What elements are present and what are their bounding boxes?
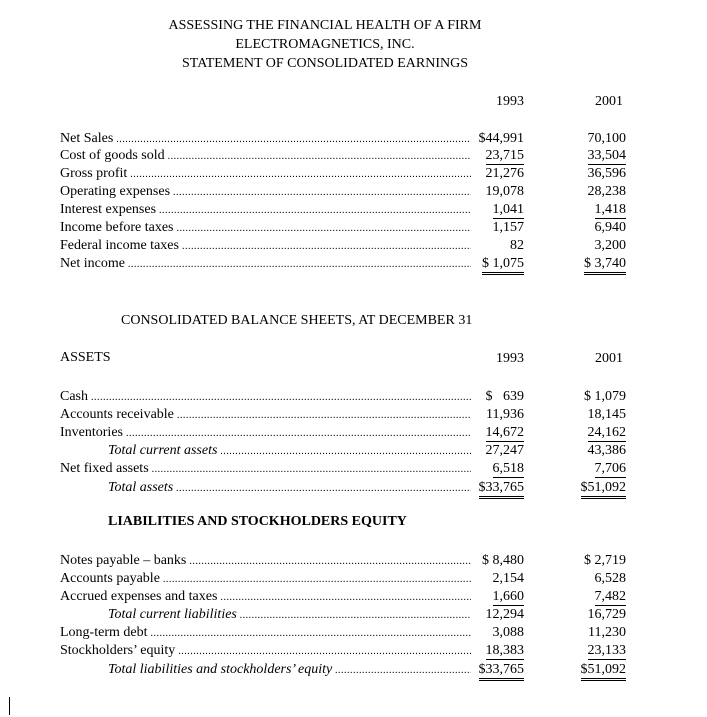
earnings-row-gross-profit	[60, 165, 630, 182]
asset-row-total-assets	[60, 479, 630, 496]
value-1993: 11,936	[486, 407, 524, 422]
value-2001: $ 3,740	[584, 255, 626, 275]
row-label: Cash .....	[60, 388, 471, 406]
value-2001: 3,200	[594, 238, 626, 253]
value-2001: 23,133	[587, 643, 626, 658]
row-label: Net income .....	[60, 255, 471, 273]
row-label: Gross profit .....	[60, 165, 471, 183]
value-2001: $51,092	[581, 661, 627, 681]
row-label: Operating expenses .....	[60, 183, 471, 201]
value-2001: $51,092	[581, 479, 627, 499]
asset-row-net-fixed-assets	[60, 460, 630, 477]
row-label: Cost of goods sold .....	[60, 147, 471, 165]
value-2001: $ 2,719	[584, 553, 626, 568]
asset-row-cash	[60, 388, 630, 405]
row-label: Accounts receivable .....	[60, 406, 471, 424]
value-1993: 1,157	[492, 220, 524, 235]
row-label: Stockholders’ equity .....	[60, 642, 471, 660]
value-2001: 16,729	[587, 607, 626, 622]
row-label: Net Sales .....	[60, 130, 471, 148]
row-label: Federal income taxes .....	[60, 237, 471, 255]
liability-row-notes-payable	[60, 552, 630, 569]
liabilities-heading: LIABILITIES AND STOCKHOLDERS EQUITY	[108, 514, 407, 529]
value-1993: $44,991	[478, 131, 524, 146]
value-1993: 23,715	[485, 148, 524, 163]
earnings-col-1993: 1993	[496, 94, 524, 109]
value-2001: 11,230	[588, 625, 626, 640]
value-2001: 6,940	[594, 220, 626, 235]
balance-col-2001: 2001	[595, 351, 623, 366]
value-1993: 3,088	[492, 625, 524, 640]
assets-heading: ASSETS	[60, 350, 111, 365]
value-1993: 1,660	[492, 589, 524, 604]
text-cursor	[9, 697, 10, 715]
value-1993: 21,276	[485, 166, 524, 181]
row-label: Total assets .....	[108, 479, 471, 497]
row-label: Income before taxes .....	[60, 219, 471, 237]
asset-row-accounts-receivable	[60, 406, 630, 423]
value-1993: 12,294	[485, 607, 524, 622]
statement-title: STATEMENT OF CONSOLIDATED EARNINGS	[181, 56, 468, 71]
earnings-row-operating-expenses	[60, 183, 630, 200]
liability-row-stockholders-equity	[60, 642, 630, 659]
value-2001: 6,528	[594, 571, 626, 586]
asset-row-inventories	[60, 424, 630, 441]
earnings-row-cogs	[60, 147, 630, 164]
doc-title: ASSESSING THE FINANCIAL HEALTH OF A FIRM	[168, 18, 482, 33]
row-label: Notes payable – banks .....	[60, 552, 471, 570]
value-1993: 6,518	[492, 461, 524, 476]
value-1993: 27,247	[485, 443, 524, 458]
value-1993: $ 1,075	[482, 255, 524, 275]
value-2001: 24,162	[587, 425, 626, 440]
row-label: Total liabilities and stockholders’ equity .....	[108, 661, 471, 679]
earnings-row-federal-income-taxes	[60, 237, 630, 254]
earnings-row-income-before-taxes	[60, 219, 630, 236]
liability-row-total-current-liabilities	[60, 606, 630, 623]
earnings-col-2001: 2001	[595, 94, 623, 109]
liability-row-long-term-debt	[60, 624, 630, 641]
earnings-row-net-sales	[60, 130, 630, 147]
row-label: Long-term debt .....	[60, 624, 471, 642]
value-1993: 82	[510, 238, 524, 253]
row-label: Accounts payable .....	[60, 570, 471, 588]
value-2001: 28,238	[587, 184, 626, 199]
liability-row-total-liabilities-equity	[60, 661, 630, 678]
row-label: Net fixed assets .....	[60, 460, 471, 478]
value-2001: 43,386	[587, 443, 626, 458]
value-1993: 19,078	[485, 184, 524, 199]
value-1993: $33,765	[479, 661, 525, 681]
value-1993: 18,383	[485, 643, 524, 658]
liability-row-accrued-expenses	[60, 588, 630, 605]
value-2001: 33,504	[587, 148, 626, 163]
row-label: Total current liabilities .....	[108, 606, 471, 624]
asset-row-total-current-assets	[60, 442, 630, 459]
company-name: ELECTROMAGNETICS, INC.	[235, 37, 415, 52]
value-2001: $ 1,079	[584, 389, 626, 404]
value-2001: 70,100	[587, 131, 626, 146]
row-label: Total current assets .....	[108, 442, 471, 460]
row-label: Inventories .....	[60, 424, 471, 442]
value-2001: 36,596	[587, 166, 626, 181]
earnings-row-net-income	[60, 255, 630, 272]
row-label: Accrued expenses and taxes .....	[60, 588, 471, 606]
earnings-row-interest-expenses	[60, 201, 630, 218]
value-2001: 1,418	[594, 202, 626, 217]
value-1993: $33,765	[479, 479, 525, 499]
balance-sheet-title: CONSOLIDATED BALANCE SHEETS, AT DECEMBER 31	[121, 313, 473, 328]
value-1993: 2,154	[492, 571, 524, 586]
value-1993: 1,041	[492, 202, 524, 217]
value-1993: $ 8,480	[482, 553, 524, 568]
value-2001: 18,145	[587, 407, 626, 422]
liability-row-accounts-payable	[60, 570, 630, 587]
balance-col-1993: 1993	[496, 351, 524, 366]
value-1993: 14,672	[485, 425, 524, 440]
value-1993: $ 639	[485, 389, 524, 404]
value-2001: 7,482	[594, 589, 626, 604]
value-2001: 7,706	[594, 461, 626, 476]
row-label: Interest expenses .....	[60, 201, 471, 219]
